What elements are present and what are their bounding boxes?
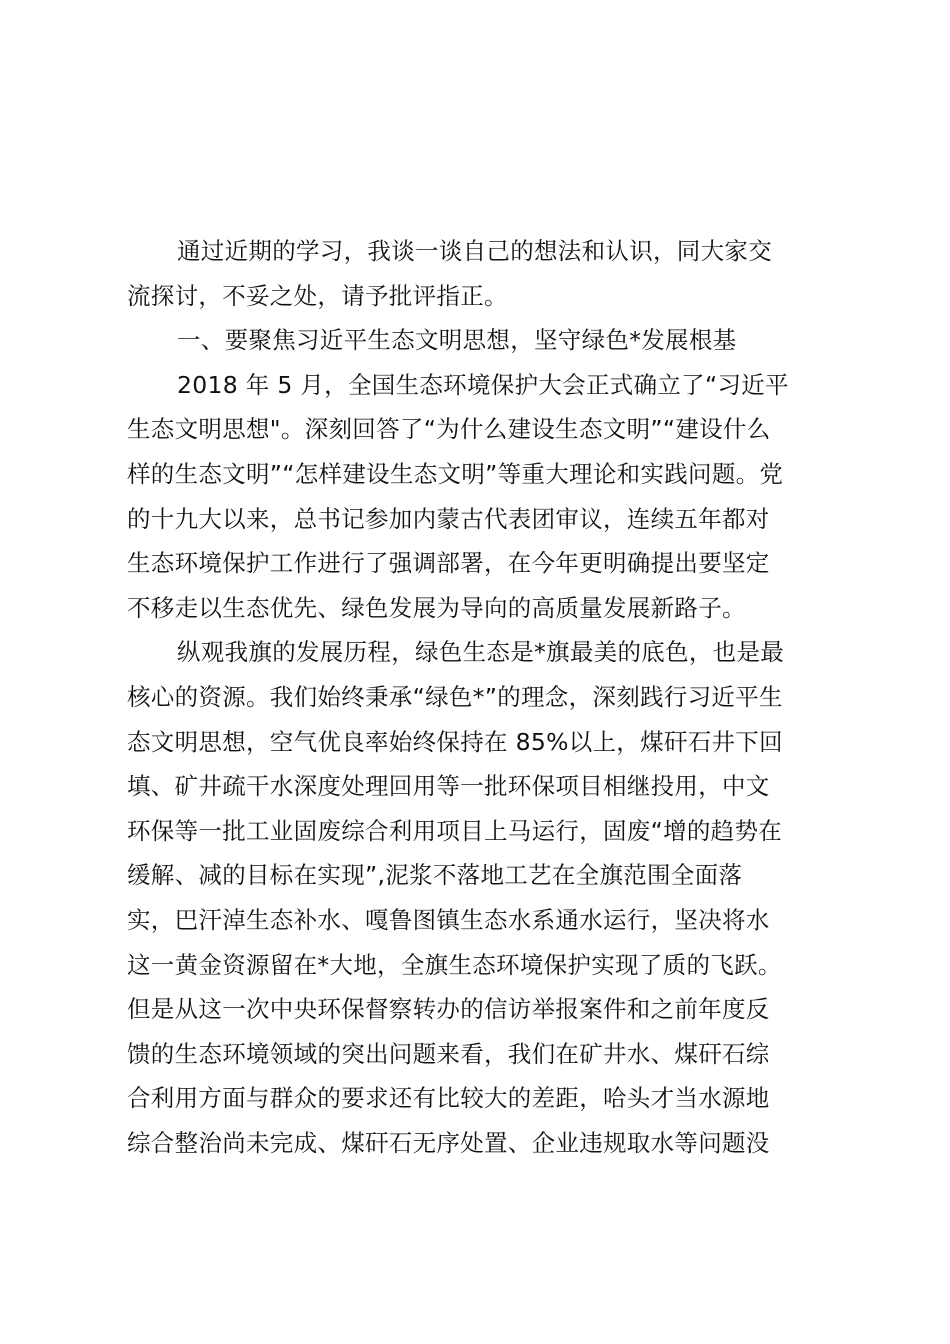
text-line: 填、矿井疏干水深度处理回用等一批环保项目相继投用，中文 — [127, 772, 770, 801]
text-line: 实，巴汗淖生态补水、嘎鲁图镇生态水系通水运行，坚决将水 — [127, 905, 770, 934]
document-body — [127, 229, 832, 1165]
text-line: 态文明思想，空气优良率始终保持在 85%以上，煤矸石井下回 — [127, 727, 783, 756]
text-line: 生态文明思想"。深刻回答了“为什么建设生态文明”“建设什么 — [127, 415, 771, 444]
text-line: 这一黄金资源留在*大地，全旗生态环境保护实现了质的飞跃。 — [127, 950, 782, 979]
text-line: 缓解、减的目标在实现”,泥浆不落地工艺在全旗范围全面落 — [127, 861, 743, 890]
text-line: 通过近期的学习，我谈一谈自己的想法和认识，同大家交 — [177, 237, 772, 265]
text-line: 的十九大以来，总书记参加内蒙古代表团审议，连续五年都对 — [127, 504, 770, 533]
text-line: 核心的资源。我们始终秉承“绿色*”的理念，深刻践行习近平生 — [127, 682, 783, 711]
text-line: 2018 年 5 月，全国生态环境保护大会正式确立了“习近平 — [177, 370, 789, 399]
section-heading: 一、要聚焦习近平生态文明思想，坚守绿色*发展根基 — [177, 326, 737, 355]
text-line: 流探讨，不妥之处，请予批评指正。 — [127, 281, 508, 310]
text-line: 综合整治尚未完成、煤矸石无序处置、企业违规取水等问题没 — [127, 1128, 770, 1157]
text-line: 样的生态文明”“怎样建设生态文明”等重大理论和实践问题。党 — [127, 459, 784, 488]
text-line: 但是从这一次中央环保督察转办的信访举报案件和之前年度反 — [127, 995, 770, 1024]
text-line: 生态环境保护工作进行了强调部署，在今年更明确提出要坚定 — [127, 549, 770, 578]
text-line: 不移走以生态优先、绿色发展为导向的高质量发展新路子。 — [127, 593, 746, 622]
text-line: 馈的生态环境领域的突出问题来看，我们在矿井水、煤矸石综 — [127, 1039, 770, 1068]
text-line: 纵观我旗的发展历程，绿色生态是*旗最美的底色，也是最 — [177, 638, 785, 667]
text-line: 合利用方面与群众的要求还有比较大的差距，哈头才当水源地 — [127, 1084, 770, 1113]
text-line: 环保等一批工业固废综合利用项目上马运行，固废“增的趋势在 — [127, 816, 783, 845]
